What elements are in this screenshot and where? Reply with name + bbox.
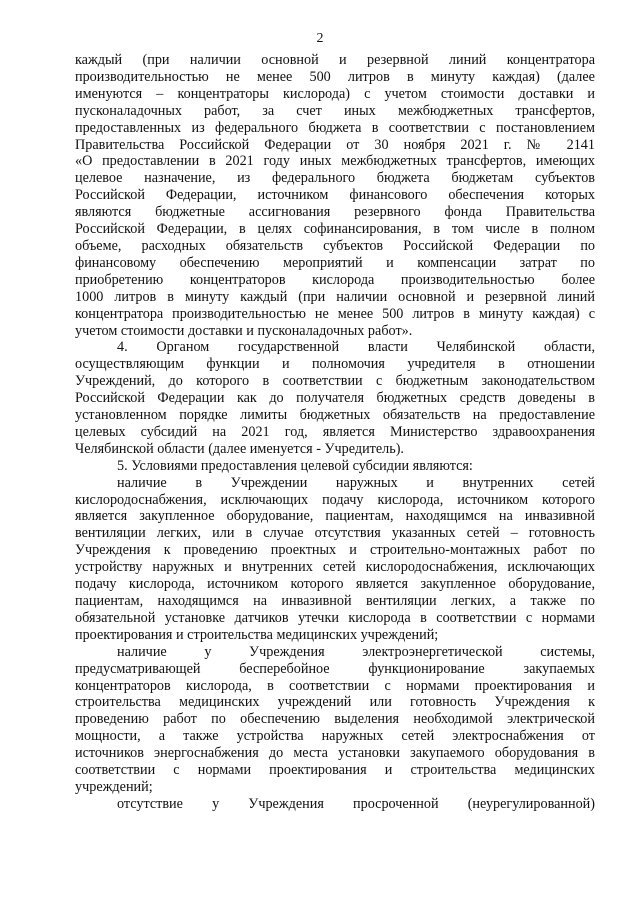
text-line: строительства медицинских учреждений или готовность Учреждения к [75, 694, 595, 711]
text-line: целевых субсидий на 2021 год, является Министерство здравоохранения [75, 423, 595, 440]
text-line: каждый (при наличии основной и резервной линий концентратора [75, 52, 595, 68]
text-line: являются бюджетные ассигнования резервного фонда Правительства [75, 204, 595, 221]
text-line: приобретению концентраторов кислорода производительностью более [75, 271, 595, 288]
text-line: предоставленных из федерального бюджета в соответствии с постановлением [75, 119, 595, 136]
text-line: является закупленное оборудование, пациентам, находящимся на инвазивной [75, 508, 595, 525]
text-line: установленном порядке лимиты бюджетных обязательств на предоставление [75, 407, 595, 424]
text-line: пусконаладочных работ, за счет иных межбюджетных трансфертов, [75, 102, 595, 119]
text-line: 5. Условиями предоставления целевой субсидии являются: [117, 457, 473, 474]
text-line: Российской Федерации, в целях софинансирования, в том числе в полном [75, 221, 595, 238]
text-line: обязательной установке датчиков утечки кислорода в соответствии с нормами [75, 609, 595, 626]
text-line: отсутствие у Учреждения просроченной (неурегулированной) [117, 795, 595, 812]
text-line: проектирования и строительства медицинских учреждений; [75, 626, 439, 643]
text-line: наличие в Учреждении наружных и внутренних сетей [117, 474, 595, 491]
page-number: 2 [316, 31, 324, 46]
text-line: Учреждений, до которого в соответствии с бюджетным законодательством [75, 373, 595, 390]
text-line: учетом стоимости доставки и пусконаладочных работ». [75, 322, 413, 339]
text-line: соответствии с нормами проектирования и строительства медицинских [75, 762, 595, 779]
text-line: подачу кислорода, источником которого является закупленное оборудование, [75, 576, 595, 593]
text-line: Российской Федерации, источником финансового обеспечения которых [75, 187, 595, 204]
text-line: Челябинской области (далее именуется - Учредитель). [75, 440, 404, 457]
text-line: пациентам, находящимся на инвазивной вентиляции легких, а также по [75, 593, 595, 609]
text-line: объеме, расходных обязательств субъектов Российской Федерации по [75, 237, 595, 254]
document-body [75, 52, 595, 813]
text-line: предусматривающей бесперебойное функционирование закупаемых [75, 660, 595, 677]
text-line: наличие у Учреждения электроэнергетической системы, [117, 643, 595, 660]
text-line: концентратора производительностью не менее 500 литров в минуту каждая) с [75, 305, 595, 322]
text-line: Правительства Российской Федерации от 30 ноября 2021 г. № 2141 [75, 136, 595, 153]
text-line: кислородоснабжения, исключающих подачу кислорода, источником которого [75, 491, 595, 508]
text-line: учреждений; [75, 778, 153, 795]
text-line: концентраторов кислорода, в соответствии с нормами проектирования и [75, 677, 595, 694]
text-line: 1000 литров в минуту каждый (при наличии основной и резервной линий [75, 288, 595, 305]
text-line: устройству наружных и внутренних сетей кислородоснабжения, исключающих [75, 559, 595, 576]
text-line: производительностью не менее 500 литров в минуту каждая) (далее [75, 68, 595, 85]
text-line: источников энергоснабжения до места установки закупаемого оборудования в [75, 745, 595, 762]
text-line: Учреждения к проведению проектных и строительно-монтажных работ по [75, 542, 595, 559]
text-line: 4. Органом государственной власти Челябинской области, [117, 339, 595, 356]
text-line: проведению работ по обеспечению выделения необходимой электрической [75, 711, 595, 728]
text-line: вентиляции легких, или в случае отсутствия указанных сетей – готовность [75, 525, 595, 542]
text-line: Российской Федерации как до получателя бюджетных средств доведены в [75, 390, 595, 407]
text-line: именуются – концентраторы кислорода) с учетом стоимости доставки и [75, 85, 595, 102]
text-line: целевое назначение, из федерального бюджета бюджетам субъектов [75, 170, 595, 187]
text-line: осуществляющим функции и полномочия учредителя в отношении [75, 356, 595, 373]
text-line: финансовому обеспечению мероприятий и компенсации затрат по [75, 254, 595, 271]
text-line: мощности, а также устройства наружных сетей электроснабжения от [75, 728, 595, 745]
text-line: «О предоставлении в 2021 году иных межбюджетных трансфертов, имеющих [75, 153, 595, 170]
